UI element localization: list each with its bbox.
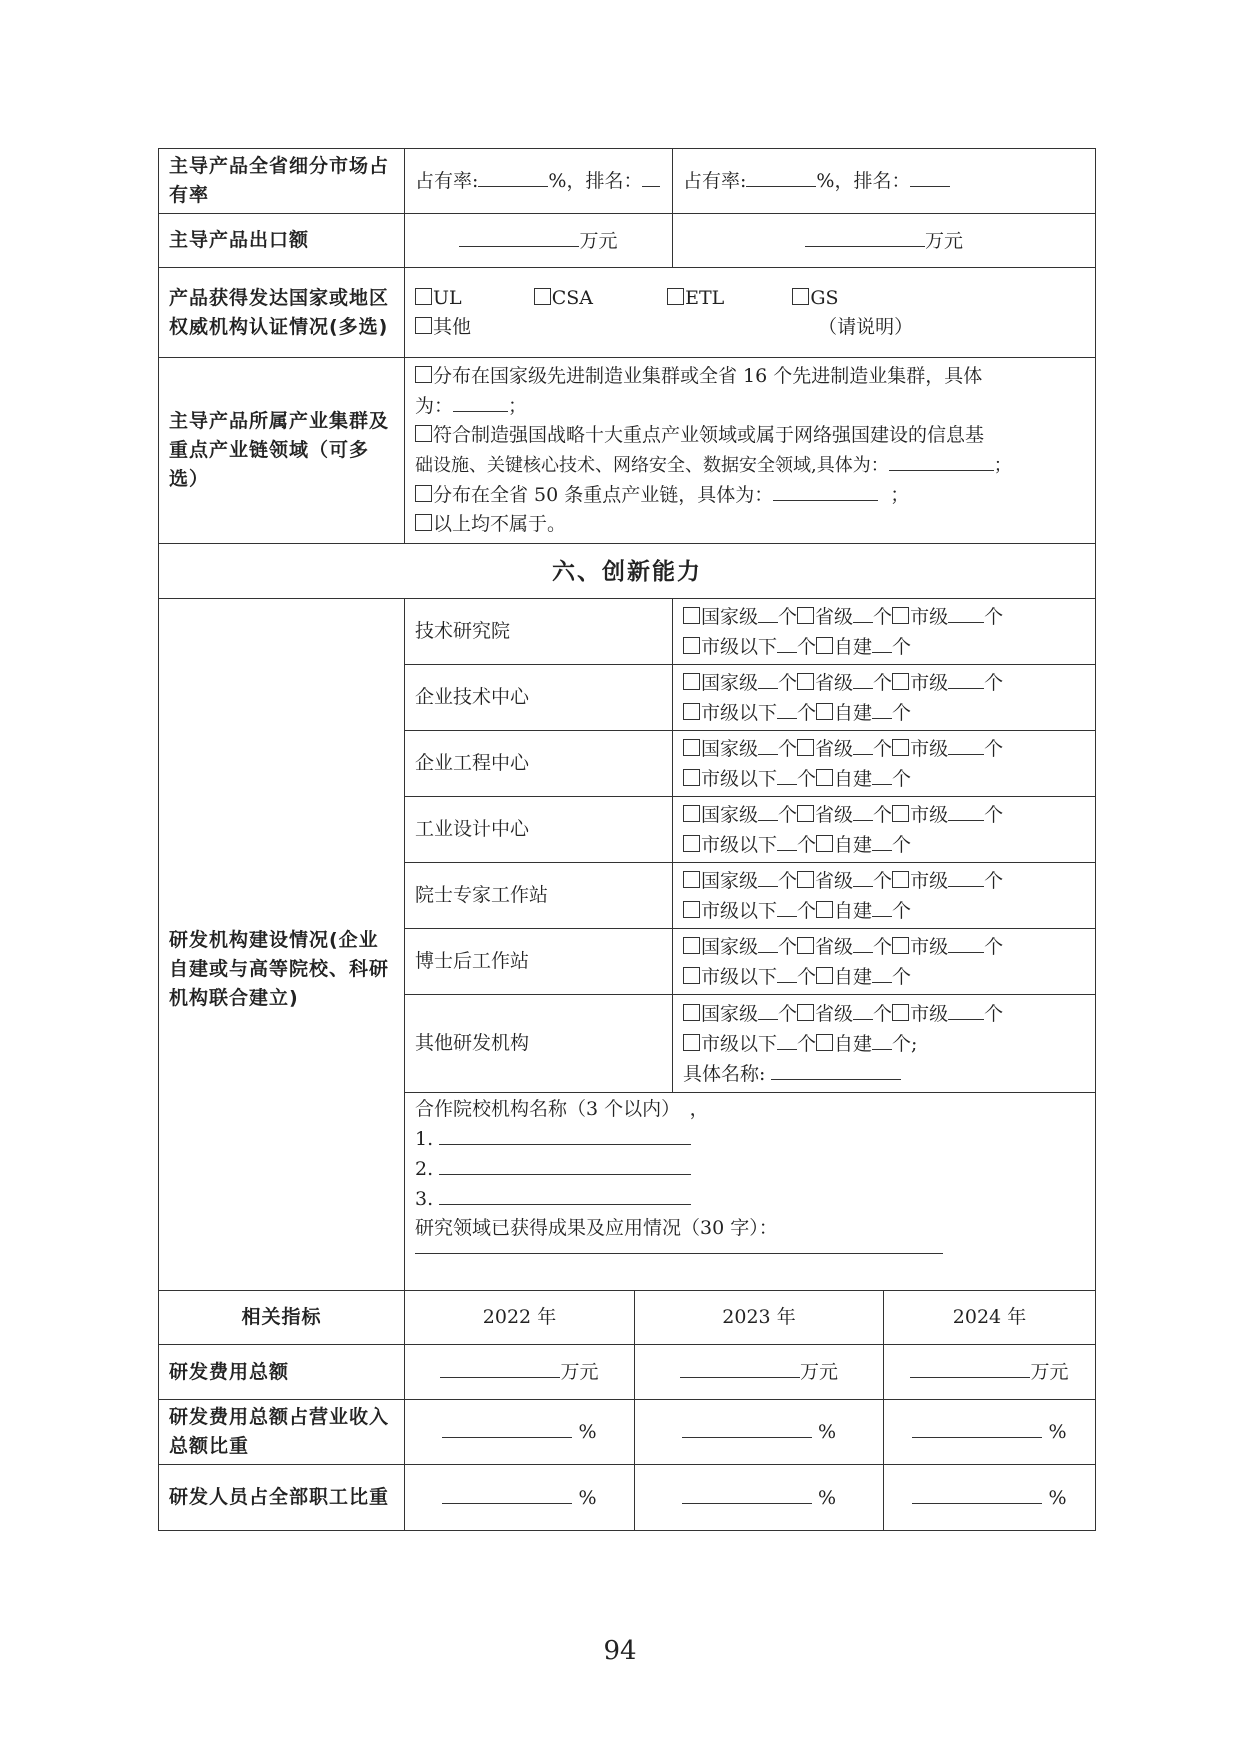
indicators-header-row bbox=[159, 1291, 1096, 1345]
indicators-header-label: 相关指标 bbox=[159, 1291, 405, 1345]
checkbox-icon bbox=[415, 366, 432, 383]
checkbox-icon[interactable] bbox=[797, 673, 814, 690]
indicator-cell: % bbox=[884, 1400, 1096, 1465]
year-header: 2024 年 bbox=[884, 1291, 1096, 1345]
checkbox-icon[interactable] bbox=[892, 1004, 909, 1021]
institution-levels: 国家级 个 省级 个 市级 个 市级以下 个 自建 个 bbox=[673, 731, 1096, 797]
checkbox-icon[interactable] bbox=[683, 835, 700, 852]
cluster-option-4[interactable]: 以上均不属于。 bbox=[415, 510, 1085, 539]
checkbox-icon[interactable] bbox=[816, 1034, 833, 1051]
rank-blank[interactable] bbox=[910, 166, 950, 187]
checkbox-icon[interactable] bbox=[892, 739, 909, 756]
checkbox-icon[interactable] bbox=[683, 637, 700, 654]
checkbox-icon[interactable] bbox=[797, 805, 814, 822]
institution-levels: 国家级 个 省级 个 市级 个 市级以下 个 自建 个 bbox=[673, 929, 1096, 995]
checkbox-icon[interactable] bbox=[816, 637, 833, 654]
share-blank[interactable] bbox=[746, 166, 816, 187]
checkbox-icon[interactable] bbox=[797, 1004, 814, 1021]
form-page bbox=[158, 148, 1095, 1531]
indicator-cell: % bbox=[635, 1400, 884, 1465]
share-blank[interactable] bbox=[478, 166, 548, 187]
certification-note: （请说明） bbox=[818, 315, 914, 338]
checkbox-gs[interactable]: GS bbox=[792, 287, 838, 309]
partner-blank-2[interactable] bbox=[439, 1154, 691, 1175]
checkbox-icon[interactable] bbox=[683, 673, 700, 690]
checkbox-icon[interactable] bbox=[797, 607, 814, 624]
export-blank[interactable] bbox=[805, 226, 925, 247]
indicator-label: 研发费用总额 bbox=[159, 1345, 405, 1400]
checkbox-icon[interactable] bbox=[892, 805, 909, 822]
institution-name: 博士后工作站 bbox=[405, 929, 673, 995]
institution-name: 院士专家工作站 bbox=[405, 863, 673, 929]
checkbox-icon bbox=[792, 288, 809, 305]
institution-name: 企业工程中心 bbox=[405, 731, 673, 797]
results-label: 研究领域已获得成果及应用情况（30 字）： bbox=[415, 1217, 778, 1239]
checkbox-ul[interactable]: UL bbox=[415, 287, 462, 309]
market-share-row bbox=[159, 149, 1096, 214]
checkbox-icon[interactable] bbox=[892, 607, 909, 624]
checkbox-icon[interactable] bbox=[816, 901, 833, 918]
certification-options bbox=[405, 268, 1096, 358]
partner-title: 合作院校机构名称（3 个以内） ， bbox=[415, 1098, 709, 1120]
checkbox-icon[interactable] bbox=[683, 937, 700, 954]
rnd-label: 研发机构建设情况(企业自建或与高等院校、科研机构联合建立) bbox=[159, 599, 405, 1291]
indicator-cell: % bbox=[405, 1400, 635, 1465]
checkbox-icon[interactable] bbox=[816, 703, 833, 720]
checkbox-icon[interactable] bbox=[816, 835, 833, 852]
institution-levels: 国家级 个 省级 个 市级 个 市级以下 个 自建 个; 具体名称: bbox=[673, 995, 1096, 1093]
results-blank[interactable] bbox=[415, 1243, 943, 1254]
export-cell-1: 万元 bbox=[405, 214, 673, 268]
indicator-cell: % bbox=[405, 1465, 635, 1531]
page-number: 94 bbox=[603, 1636, 637, 1666]
checkbox-icon[interactable] bbox=[892, 937, 909, 954]
form-table bbox=[158, 148, 1096, 1531]
export-cell-2: 万元 bbox=[673, 214, 1096, 268]
checkbox-icon[interactable] bbox=[683, 871, 700, 888]
checkbox-icon[interactable] bbox=[683, 1004, 700, 1021]
export-row bbox=[159, 214, 1096, 268]
indicator-cell: % bbox=[884, 1465, 1096, 1531]
checkbox-icon bbox=[415, 317, 432, 334]
year-header: 2023 年 bbox=[635, 1291, 884, 1345]
rank-blank[interactable] bbox=[642, 166, 660, 187]
checkbox-icon[interactable] bbox=[683, 967, 700, 984]
year-header: 2022 年 bbox=[405, 1291, 635, 1345]
institution-levels: 国家级 个 省级 个 市级 个 市级以下 个 自建 个 bbox=[673, 599, 1096, 665]
institution-name: 工业设计中心 bbox=[405, 797, 673, 863]
indicator-cell: 万元 bbox=[635, 1345, 884, 1400]
institution-name: 技术研究院 bbox=[405, 599, 673, 665]
checkbox-icon[interactable] bbox=[683, 607, 700, 624]
cluster-row bbox=[159, 358, 1096, 544]
cluster-blank-2[interactable] bbox=[889, 450, 994, 471]
indicator-cell: 万元 bbox=[884, 1345, 1096, 1400]
export-blank[interactable] bbox=[459, 226, 579, 247]
checkbox-icon[interactable] bbox=[892, 871, 909, 888]
checkbox-csa[interactable]: CSA bbox=[534, 287, 593, 309]
export-label: 主导产品出口额 bbox=[159, 214, 405, 268]
indicator-cell: 万元 bbox=[405, 1345, 635, 1400]
cluster-blank-1[interactable] bbox=[453, 391, 508, 412]
checkbox-icon[interactable] bbox=[683, 901, 700, 918]
market-share-label: 主导产品全省细分市场占有率 bbox=[159, 149, 405, 214]
cluster-blank-3[interactable] bbox=[773, 480, 878, 501]
checkbox-icon bbox=[534, 288, 551, 305]
checkbox-icon[interactable] bbox=[683, 805, 700, 822]
indicator-row bbox=[159, 1400, 1096, 1465]
checkbox-icon bbox=[415, 514, 432, 531]
partner-blank-3[interactable] bbox=[439, 1184, 691, 1205]
market-share-next-cell: 占有率: %，排名： bbox=[673, 149, 1096, 214]
partner-blank-1[interactable] bbox=[439, 1124, 691, 1145]
checkbox-icon[interactable] bbox=[816, 967, 833, 984]
indicator-cell: % bbox=[635, 1465, 884, 1531]
checkbox-icon[interactable] bbox=[683, 769, 700, 786]
checkbox-icon[interactable] bbox=[683, 739, 700, 756]
market-share-current-cell: 占有率: %，排名： bbox=[405, 149, 673, 214]
cluster-option-2[interactable]: 符合制造强国战略十大重点产业领域或属于网络强国建设的信息基 bbox=[415, 421, 1085, 450]
indicator-row bbox=[159, 1345, 1096, 1400]
indicator-row bbox=[159, 1465, 1096, 1531]
section-title: 六、创新能力 bbox=[159, 544, 1096, 599]
checkbox-icon[interactable] bbox=[797, 937, 814, 954]
checkbox-icon[interactable] bbox=[892, 673, 909, 690]
institution-name: 其他研发机构 bbox=[405, 995, 673, 1093]
institution-levels: 国家级 个 省级 个 市级 个 市级以下 个 自建 个 bbox=[673, 797, 1096, 863]
checkbox-icon bbox=[415, 485, 432, 502]
other-name-blank[interactable] bbox=[771, 1059, 901, 1080]
checkbox-icon[interactable] bbox=[683, 1034, 700, 1051]
cluster-option-1[interactable]: 分布在国家级先进制造业集群或全省 16 个先进制造业集群，具体 bbox=[415, 362, 1085, 391]
indicator-label: 研发人员占全部职工比重 bbox=[159, 1465, 405, 1531]
checkbox-other[interactable]: 其他 bbox=[415, 316, 471, 338]
cluster-label: 主导产品所属产业集群及重点产业链领域（可多选） bbox=[159, 358, 405, 544]
institution-name: 企业技术中心 bbox=[405, 665, 673, 731]
checkbox-icon bbox=[415, 288, 432, 305]
certification-row bbox=[159, 268, 1096, 358]
institution-levels: 国家级 个 省级 个 市级 个 市级以下 个 自建 个 bbox=[673, 863, 1096, 929]
certification-label: 产品获得发达国家或地区权威机构认证情况(多选) bbox=[159, 268, 405, 358]
checkbox-icon[interactable] bbox=[797, 871, 814, 888]
partner-cell: 合作院校机构名称（3 个以内） ， 1. 2. 3. 研究领域已获得成果及应用情况（30 字）： bbox=[405, 1093, 1096, 1291]
cluster-option-3[interactable]: 分布在全省 50 条重点产业链，具体为： ； bbox=[415, 480, 1085, 510]
checkbox-icon[interactable] bbox=[797, 739, 814, 756]
institution-row bbox=[159, 599, 1096, 665]
checkbox-icon[interactable] bbox=[816, 769, 833, 786]
checkbox-icon bbox=[415, 425, 432, 442]
checkbox-icon bbox=[667, 288, 684, 305]
checkbox-etl[interactable]: ETL bbox=[667, 287, 724, 309]
checkbox-icon[interactable] bbox=[683, 703, 700, 720]
cluster-options: 分布在国家级先进制造业集群或全省 16 个先进制造业集群，具体 为： ； 符合制造强国战略十大重点产业领域或属于网络强国建设的信息基 础设施、关键核心技术、网络安全、数据安全领域,具体为： ； 分布在全省 50 条重点产业链，具体为： ； 以上均不属于。 bbox=[405, 358, 1096, 544]
institution-levels: 国家级 个 省级 个 市级 个 市级以下 个 自建 个 bbox=[673, 665, 1096, 731]
indicator-label: 研发费用总额占营业收入总额比重 bbox=[159, 1400, 405, 1465]
section-title-row bbox=[159, 544, 1096, 599]
